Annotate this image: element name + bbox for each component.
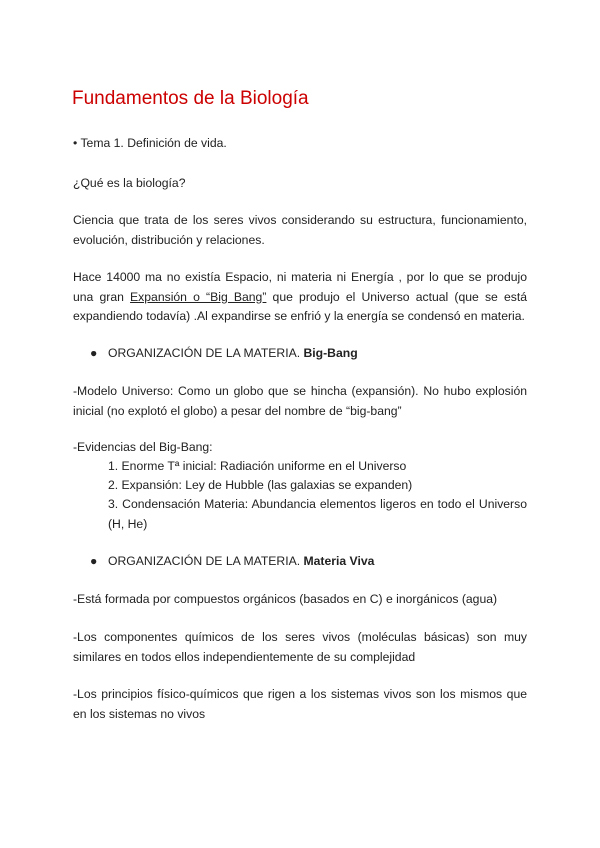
page-title: Fundamentos de la Biología xyxy=(72,88,309,109)
topic-text: Tema 1. Definición de vida. xyxy=(80,136,227,150)
point-paragraph: -Los principios físico-químicos que rigen a los sistemas vivos son los mismos que en los sistemas no vivos xyxy=(73,687,527,721)
question-heading: ¿Qué es la biología? xyxy=(73,176,186,190)
evidence-item: 3. Condensación Materia: Abundancia elementos ligeros en todo el Universo (H, He) xyxy=(108,497,527,531)
history-paragraph xyxy=(73,268,527,327)
point-paragraph: -Los componentes químicos de los seres vivos (moléculas básicas) son muy similares en todos ellos independientemente de su complejidad xyxy=(73,630,527,664)
definition-paragraph: Ciencia que trata de los seres vivos considerando su estructura, funcionamiento, evolución, distribución y relaciones. xyxy=(73,213,527,247)
evidence-item: 1. Enorme Tª inicial: Radiación uniforme en el Universo xyxy=(108,459,407,473)
section-heading-materia-viva xyxy=(90,552,374,571)
topic-bullet: • xyxy=(73,136,78,150)
evidence-heading: -Evidencias del Big-Bang: xyxy=(73,440,213,454)
section-prefix: ORGANIZACIÓN DE LA MATERIA. xyxy=(108,346,304,360)
topic-line xyxy=(73,134,527,154)
section-heading-big-bang xyxy=(90,344,358,363)
section-bullet: ● xyxy=(90,554,98,568)
model-paragraph: -Modelo Universo: Como un globo que se hincha (expansión). No hubo explosión inicial (no explotó el globo) a pesar del nombre de “big-bang” xyxy=(73,384,527,418)
section-prefix: ORGANIZACIÓN DE LA MATERIA. xyxy=(108,554,304,568)
history-text-after: que produjo el Universo actual (que se está expandiendo todavía) .Al expandirse se enfrió y la energía se condensó en materia. xyxy=(73,289,528,323)
section-bold-title: Materia Viva xyxy=(303,554,375,568)
big-bang-link[interactable]: Expansión o “Big Bang” xyxy=(130,289,267,304)
evidence-item: 2. Expansión: Ley de Hubble (las galaxias se expanden) xyxy=(108,478,413,492)
section-bold-title: Big-Bang xyxy=(303,346,358,360)
history-text-before: Hace 14000 ma no existía Espacio, ni materia ni Energía , por lo que se produjo una gran xyxy=(73,270,527,304)
section-bullet: ● xyxy=(90,346,98,360)
point-paragraph: -Está formada por compuestos orgánicos (basados en C) e inorgánicos (agua) xyxy=(73,592,498,606)
